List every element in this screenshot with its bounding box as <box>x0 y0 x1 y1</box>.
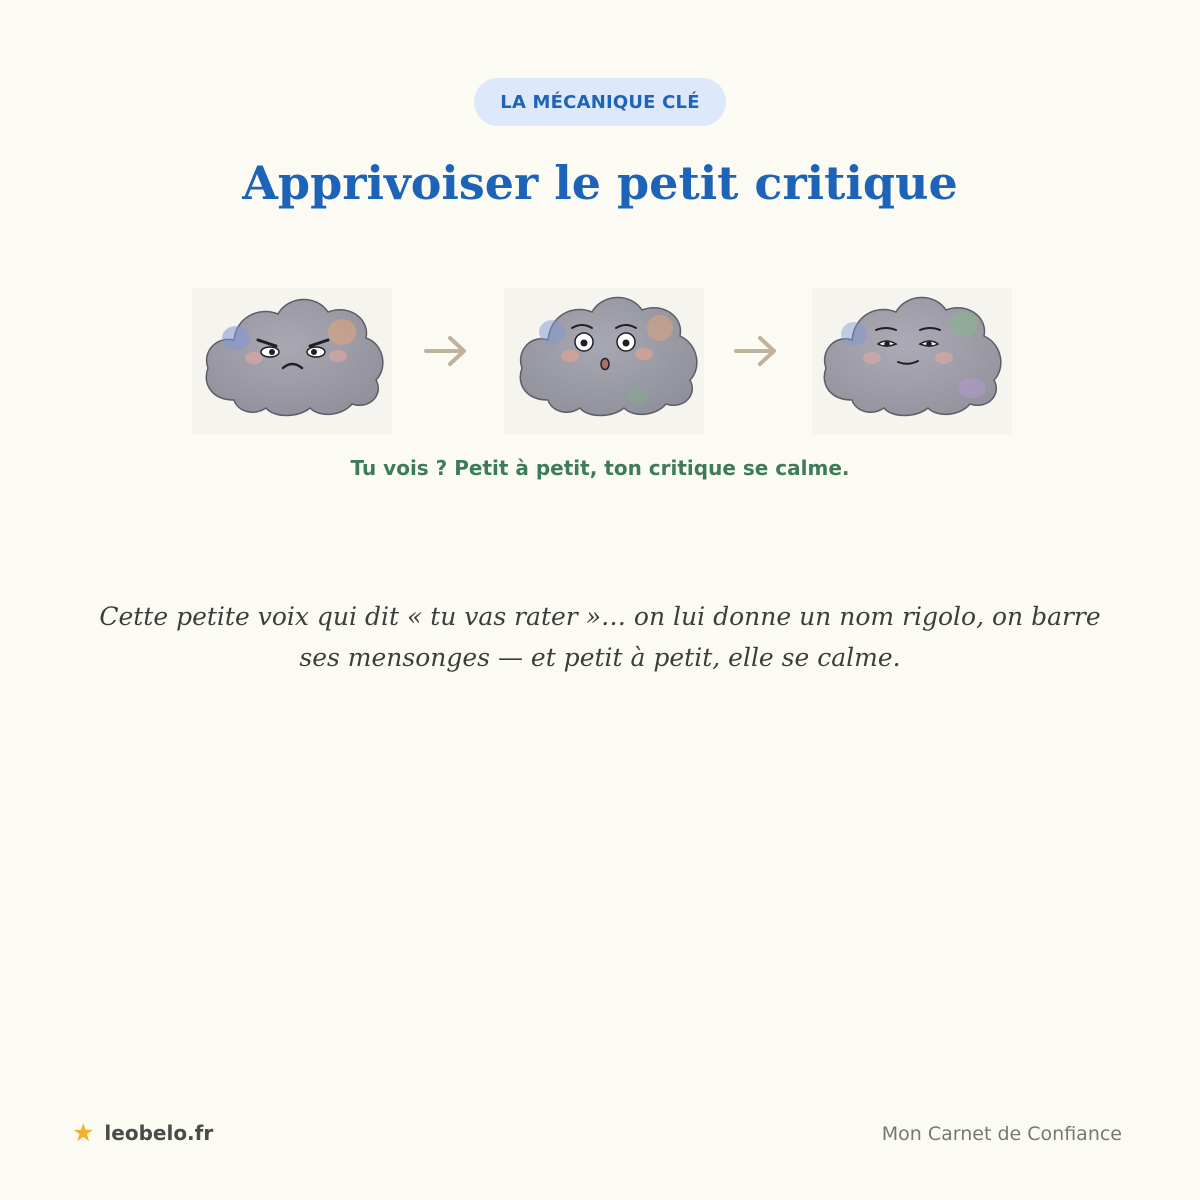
surprised-cloud-icon <box>504 288 704 434</box>
arrow-right-icon <box>422 330 470 372</box>
sequence-caption: Tu vois ? Petit à petit, ton critique se calme. <box>350 456 850 480</box>
calm-cloud-icon <box>812 288 1012 434</box>
arrow-right-icon <box>732 330 780 372</box>
body-paragraph: Cette petite voix qui dit « tu vas rater »… on lui donne un nom rigolo, on barre ses mensonges — et petit à petit, elle se calme. <box>99 602 1101 672</box>
star-icon: ★ <box>72 1118 95 1147</box>
section-badge-label: LA MÉCANIQUE CLÉ <box>500 91 700 113</box>
page-title: Apprivoiser le petit critique <box>242 156 958 210</box>
section-badge <box>474 78 726 126</box>
angry-cloud-icon <box>192 288 392 434</box>
footer-brand <box>72 1116 213 1150</box>
product-name: Mon Carnet de Confiance <box>881 1123 1122 1145</box>
brand-name: leobelo.fr <box>104 1121 214 1145</box>
